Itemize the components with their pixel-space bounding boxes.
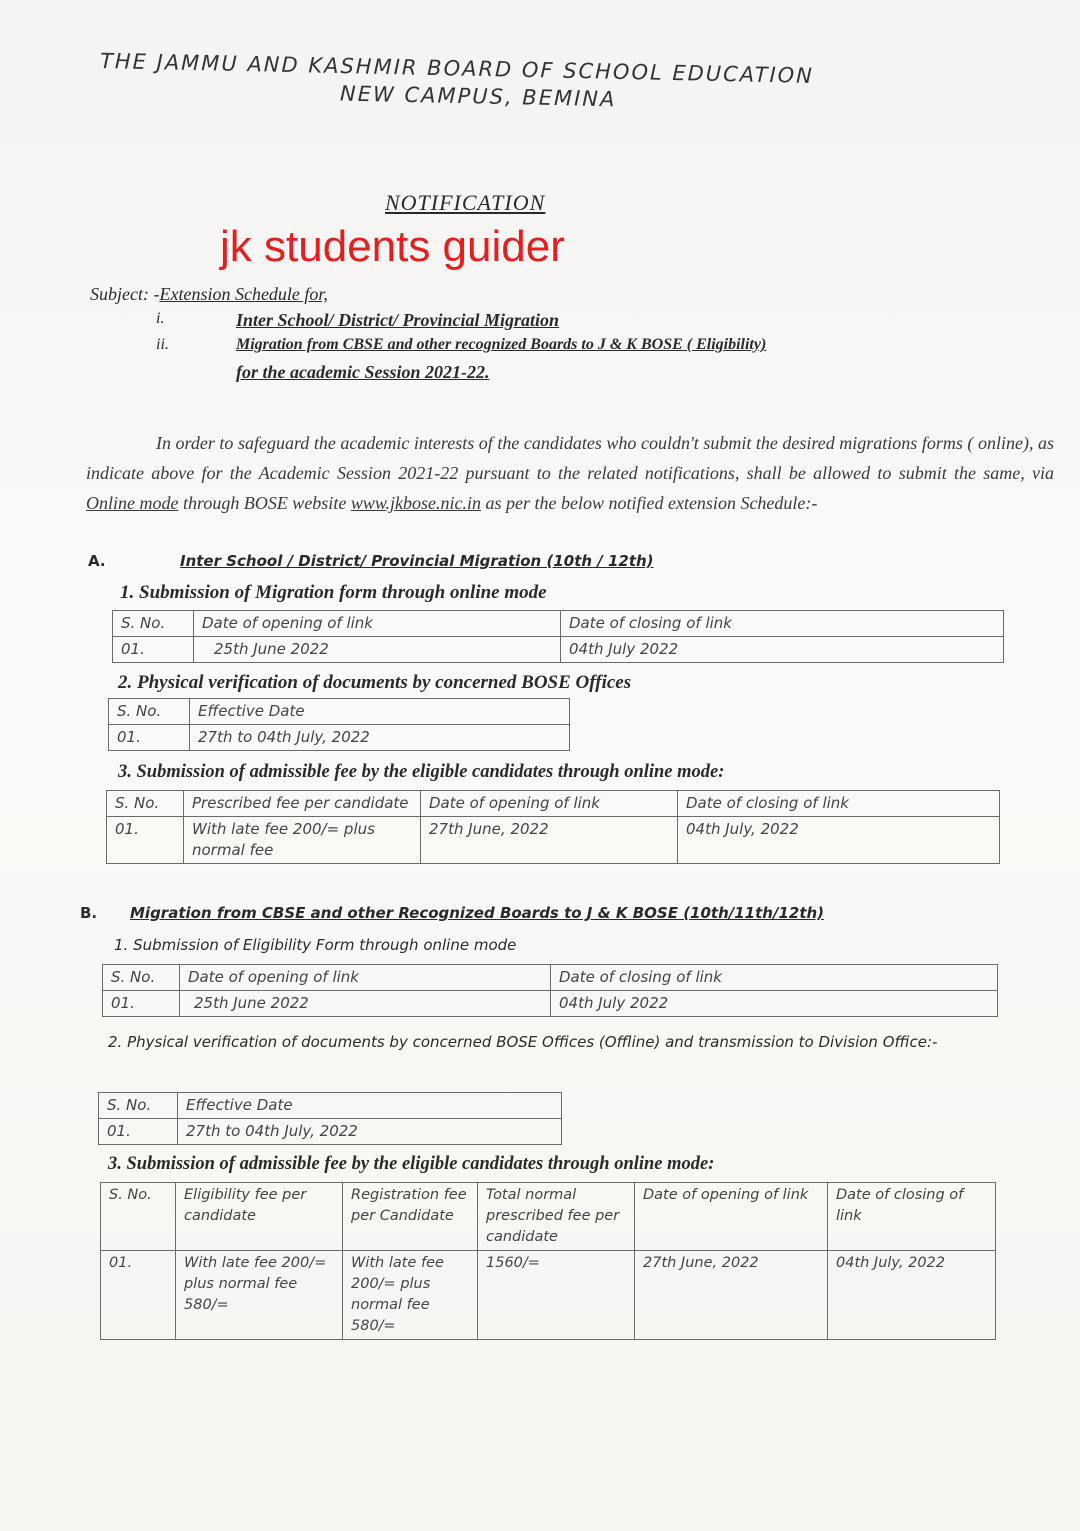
table-header-cell: Eligibility fee per candidate bbox=[176, 1183, 343, 1251]
subject-item-numeral: i. bbox=[156, 310, 165, 327]
table-cell: 04th July, 2022 bbox=[828, 1251, 996, 1340]
table-header-cell: Date of closing of link bbox=[551, 965, 998, 991]
board-campus: NEW CAMPUS, BEMINA bbox=[339, 81, 617, 112]
table-header-cell: Date of opening of link bbox=[421, 791, 678, 817]
table-header-cell: Total normal prescribed fee per candidate bbox=[478, 1183, 635, 1251]
section-b-step-3: 3. Submission of admissible fee by the eligible candidates through online mode: bbox=[108, 1154, 715, 1174]
subject-item: Migration from CBSE and other recognized Boards to J & K BOSE ( Eligibility) bbox=[236, 336, 767, 353]
table-row bbox=[99, 1119, 562, 1145]
subject-block bbox=[90, 284, 1010, 388]
table-header-cell: Date of closing of link bbox=[828, 1183, 996, 1251]
table-cell: 04th July, 2022 bbox=[678, 817, 1000, 864]
table-cell: 01. bbox=[109, 725, 190, 751]
table-row bbox=[101, 1251, 996, 1340]
website-link[interactable]: www.jkbose.nic.in bbox=[350, 493, 481, 513]
notification-title: NOTIFICATION bbox=[385, 190, 546, 215]
table-header-cell: S. No. bbox=[113, 611, 194, 637]
table-header-cell: S. No. bbox=[103, 965, 180, 991]
table-cell: With late fee 200/= plus normal fee 580/= bbox=[176, 1251, 343, 1340]
table-cell: 04th July 2022 bbox=[561, 637, 1004, 663]
table-header-cell: Date of closing of link bbox=[678, 791, 1000, 817]
section-a-step-1: 1. Submission of Migration form through online mode bbox=[120, 582, 547, 603]
table-header-cell: S. No. bbox=[101, 1183, 176, 1251]
section-a-table-2 bbox=[108, 698, 570, 751]
subject-item: Inter School/ District/ Provincial Migration bbox=[236, 310, 560, 330]
section-b-table-1 bbox=[102, 964, 998, 1017]
paragraph-text: In order to safeguard the academic interests of the candidates who couldn't submit the desired migrations forms ( online), as indicate above for the Academic Session 2021-22 pursuant to the related notifications, shall be allowed to submit the same, via bbox=[86, 433, 1054, 483]
table-header-row bbox=[101, 1183, 996, 1251]
table-header-cell: Date of opening of link bbox=[194, 611, 561, 637]
table-header-row bbox=[109, 699, 570, 725]
table-cell: 25th June 2022 bbox=[180, 991, 551, 1017]
table-cell: 04th July 2022 bbox=[551, 991, 998, 1017]
table-header-cell: Effective Date bbox=[178, 1093, 562, 1119]
table-header-row bbox=[107, 791, 1000, 817]
online-mode-link: Online mode bbox=[86, 493, 179, 513]
table-cell: 25th June 2022 bbox=[194, 637, 561, 663]
table-cell: 27th to 04th July, 2022 bbox=[178, 1119, 562, 1145]
table-header-row bbox=[103, 965, 998, 991]
subject-label: Subject: - bbox=[90, 284, 160, 304]
section-a-table-3 bbox=[106, 790, 1000, 864]
table-row bbox=[113, 637, 1004, 663]
table-header-cell: Effective Date bbox=[190, 699, 570, 725]
table-header-cell: S. No. bbox=[107, 791, 184, 817]
table-cell: 27th to 04th July, 2022 bbox=[190, 725, 570, 751]
section-letter: B. bbox=[80, 904, 98, 922]
section-b-heading bbox=[80, 904, 1040, 928]
table-header-cell: S. No. bbox=[99, 1093, 178, 1119]
table-header-row bbox=[113, 611, 1004, 637]
watermark-text: jk students guider bbox=[220, 222, 565, 271]
board-name: THE JAMMU AND KASHMIR BOARD OF SCHOOL EDUCATION bbox=[99, 48, 815, 88]
table-cell: 01. bbox=[113, 637, 194, 663]
table-cell: With late fee 200/= plus normal fee bbox=[184, 817, 421, 864]
table-header-cell: Date of closing of link bbox=[561, 611, 1004, 637]
section-b-step-2: 2. Physical verification of documents by concerned BOSE Offices (Offline) and transmission to Division Office:- bbox=[108, 1033, 938, 1051]
board-header bbox=[99, 48, 960, 112]
table-cell: 01. bbox=[101, 1251, 176, 1340]
paragraph-text: as per the below notified extension Schedule:- bbox=[480, 493, 818, 513]
table-cell: 1560/= bbox=[478, 1251, 635, 1340]
table-header-cell: Registration fee per Candidate bbox=[343, 1183, 478, 1251]
table-row bbox=[109, 725, 570, 751]
section-a-heading bbox=[88, 552, 988, 576]
table-header-cell: S. No. bbox=[109, 699, 190, 725]
table-row bbox=[107, 817, 1000, 864]
table-cell: 01. bbox=[103, 991, 180, 1017]
table-row bbox=[103, 991, 998, 1017]
subject-lead: Extension Schedule for, bbox=[159, 284, 328, 304]
section-title: Inter School / District/ Provincial Migration (10th / 12th) bbox=[180, 552, 654, 570]
table-header-cell: Prescribed fee per candidate bbox=[184, 791, 421, 817]
table-cell: 01. bbox=[99, 1119, 178, 1145]
section-a-step-2: 2. Physical verification of documents by concerned BOSE Offices bbox=[118, 672, 632, 693]
section-title: Migration from CBSE and other Recognized Boards to J & K BOSE (10th/11th/12th) bbox=[130, 904, 825, 922]
table-cell: 27th June, 2022 bbox=[421, 817, 678, 864]
paragraph-text: through BOSE website bbox=[178, 493, 351, 513]
table-cell: 01. bbox=[107, 817, 184, 864]
section-a-table-1 bbox=[112, 610, 1004, 663]
section-letter: A. bbox=[88, 552, 106, 570]
table-header-cell: Date of opening of link bbox=[635, 1183, 828, 1251]
subject-item-numeral: ii. bbox=[156, 336, 169, 353]
table-cell: 27th June, 2022 bbox=[635, 1251, 828, 1340]
table-header-row bbox=[99, 1093, 562, 1119]
section-a-step-3: 3. Submission of admissible fee by the eligible candidates through online mode: bbox=[118, 762, 725, 782]
table-cell: With late fee 200/= plus normal fee 580/= bbox=[343, 1251, 478, 1340]
section-b-table-3 bbox=[100, 1182, 996, 1340]
subject-session: for the academic Session 2021-22. bbox=[236, 362, 490, 382]
table-header-cell: Date of opening of link bbox=[180, 965, 551, 991]
intro-paragraph bbox=[86, 428, 1054, 518]
section-b-table-2 bbox=[98, 1092, 562, 1145]
section-b-step-1: 1. Submission of Eligibility Form through online mode bbox=[114, 936, 517, 954]
